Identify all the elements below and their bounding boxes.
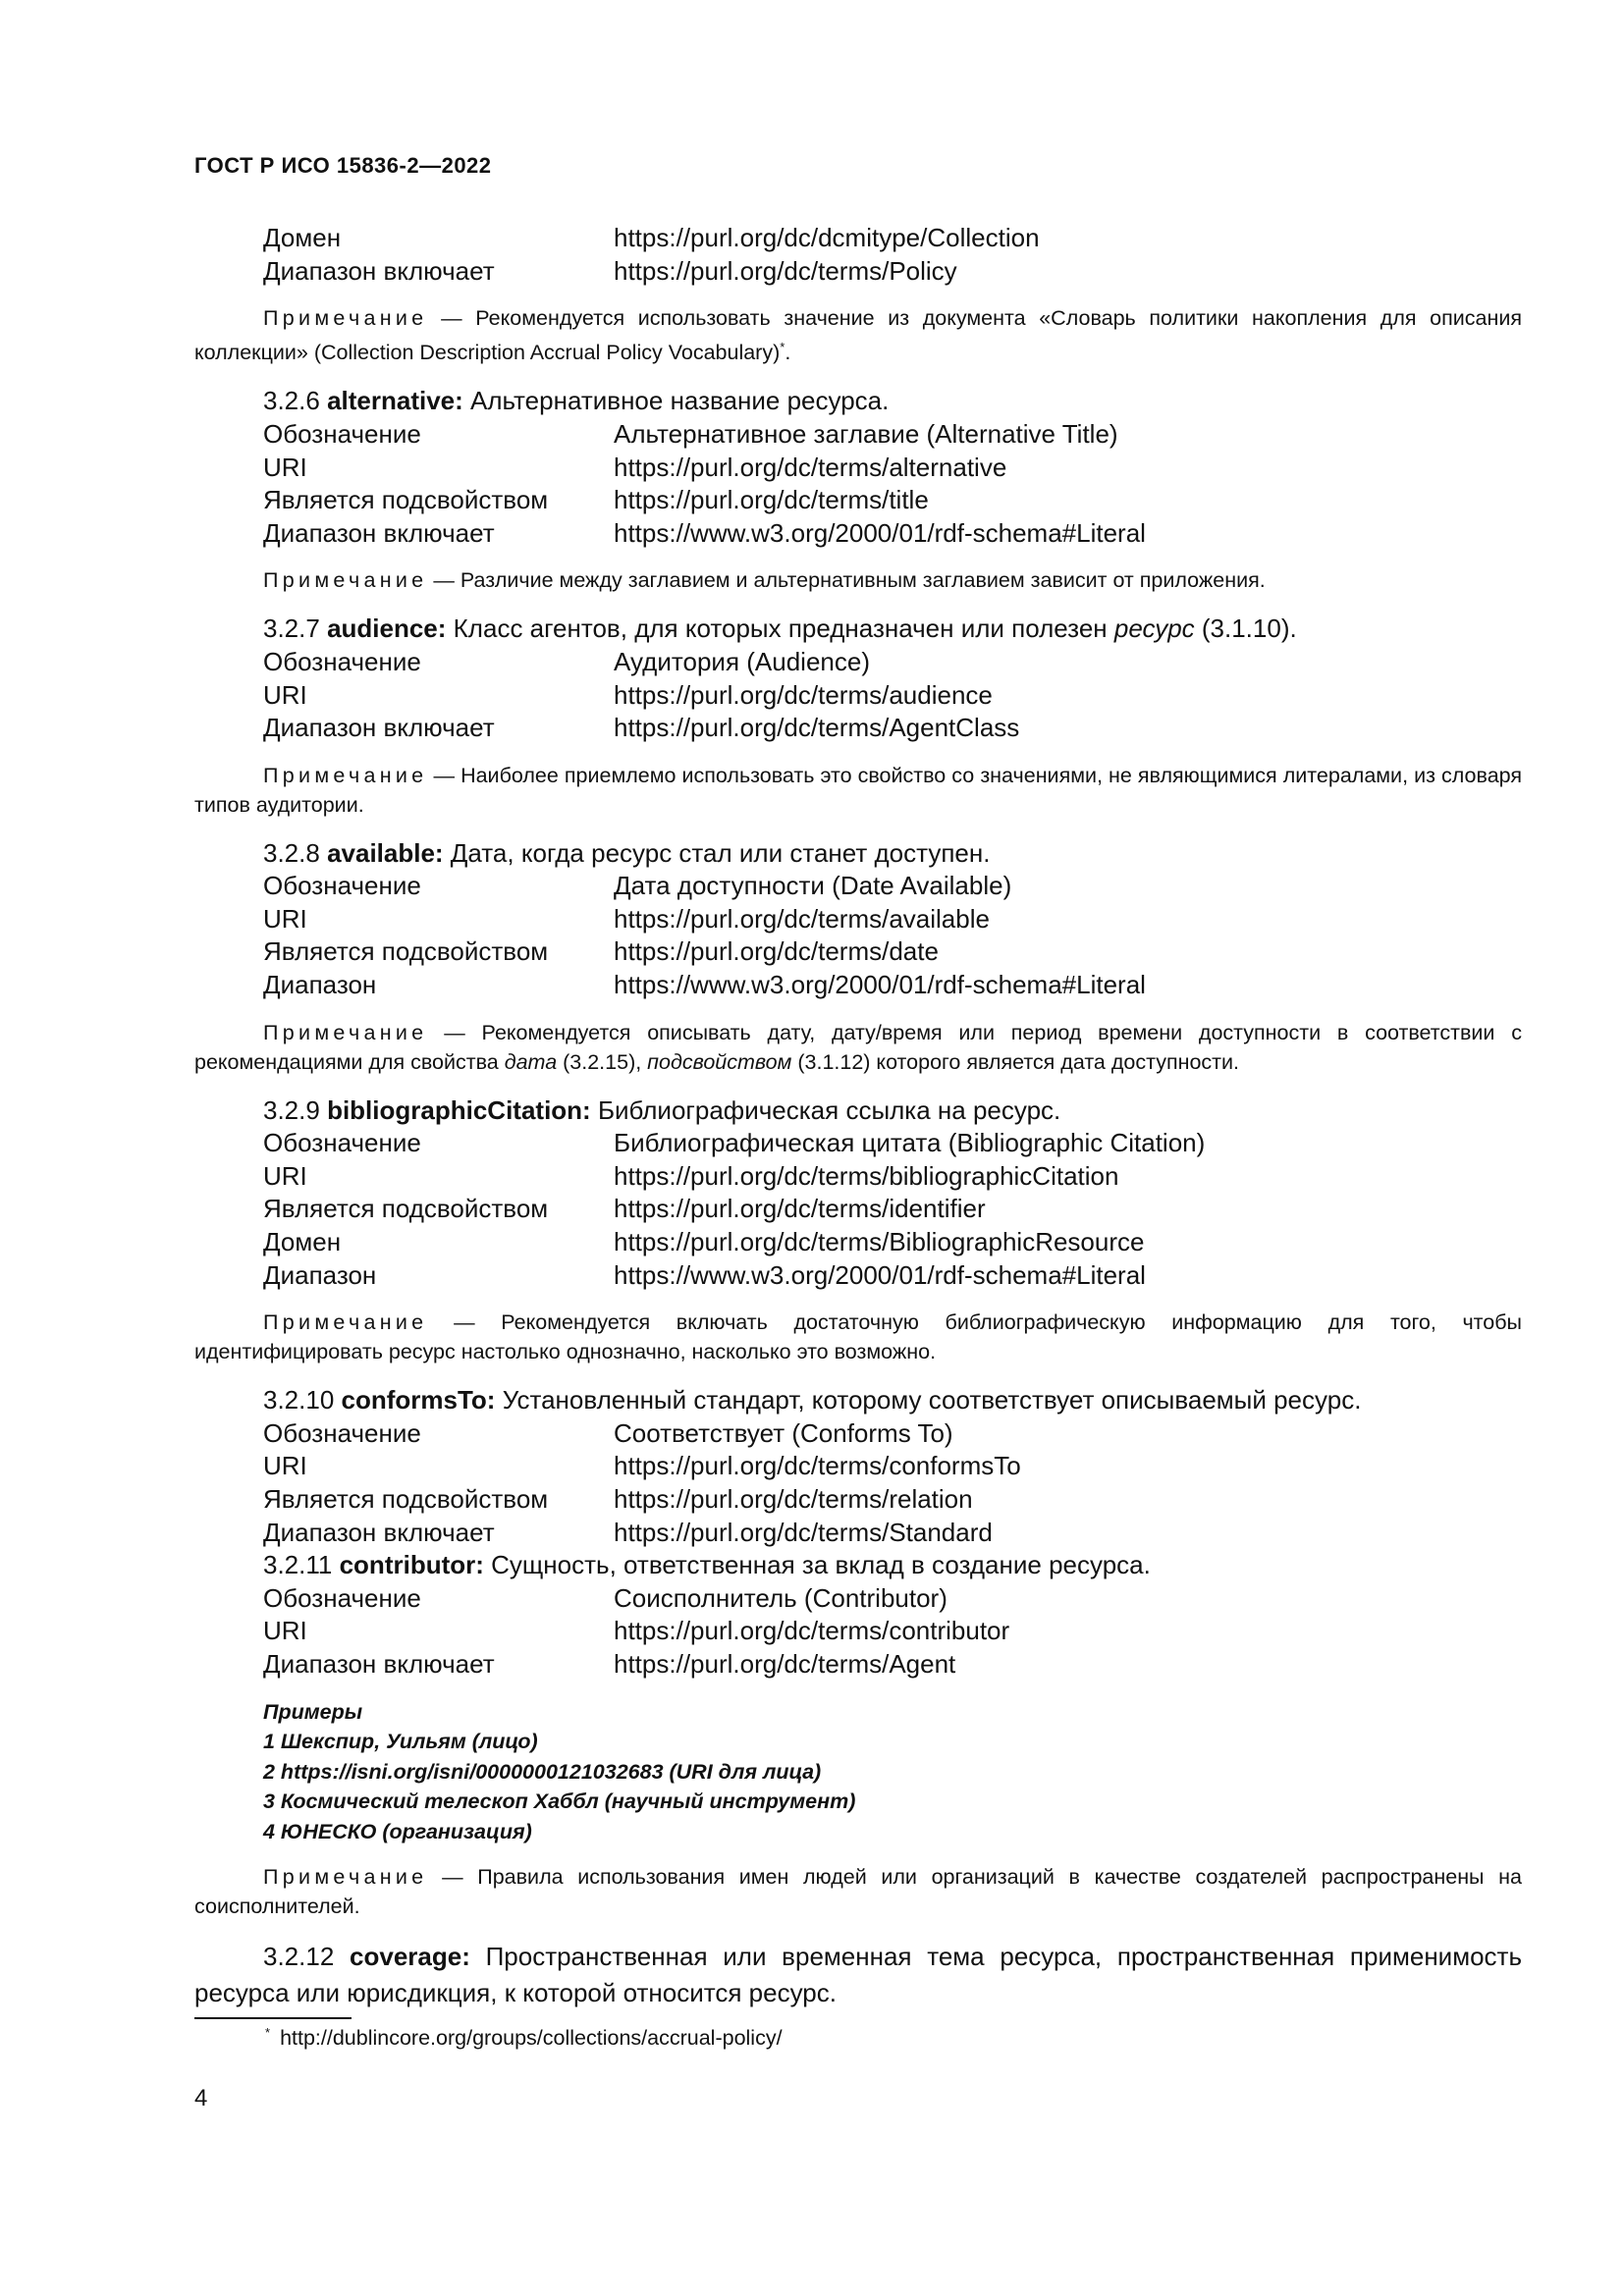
property-row: [263, 255, 1522, 289]
note-accrual-policy: Примечание — Рекомендуется использовать значение из документа «Словарь политики накопления для описания коллекции» (Collection Description Accrual Policy Vocabulary)*.: [194, 306, 1522, 365]
property-value: https://purl.org/dc/dcmitype/Collection: [614, 223, 1040, 252]
page-content: [194, 222, 1522, 2011]
footnote-reference: *: [780, 340, 785, 355]
property-term: audience:: [327, 614, 447, 644]
property-row: Диапазон https://www.w3.org/2000/01/rdf-schema#Literal: [263, 970, 1146, 1000]
note-text: Рекомендуется использовать значение из документа «Словарь политики накопления для описания коллекции» (Collection Description Accrual Policy Vocabulary): [194, 306, 1522, 365]
property-heading-bibliographic-citation: 3.2.9 bibliographicCitation: Библиографическая ссылка на ресурс.: [263, 1095, 1061, 1125]
property-row: Диапазон включает https://purl.org/dc/terms/Agent: [263, 1648, 956, 1679]
property-value: https://purl.org/dc/terms/Policy: [614, 255, 957, 286]
property-table-audience: [263, 646, 1522, 745]
property-row: Диапазон включает https://purl.org/dc/terms/AgentClass: [263, 713, 1020, 743]
property-row: Обозначение Соисполнитель (Contributor): [263, 1582, 947, 1613]
property-row: URI https://purl.org/dc/terms/available: [263, 903, 990, 934]
property-row: Является подсвойством https://purl.org/dc/terms/date: [263, 936, 939, 967]
property-heading-audience: 3.2.7 audience: Класс агентов, для которых предназначен или полезен ресурс (3.1.10).: [263, 614, 1297, 644]
footnote: [265, 2025, 783, 2051]
property-term: alternative:: [327, 386, 463, 416]
property-row: Является подсвойством https://purl.org/dc/terms/relation: [263, 1484, 973, 1514]
example-item: 3 Космический телескоп Хаббл (научный инструмент): [263, 1789, 856, 1814]
property-table-accrual-policy: [263, 222, 1522, 288]
property-row: Диапазон https://www.w3.org/2000/01/rdf-schema#Literal: [263, 1259, 1146, 1290]
examples-title: Примеры: [263, 1699, 363, 1724]
property-key: Домен: [263, 223, 342, 252]
document-code-header: ГОСТ Р ИСО 15836-2—2022: [194, 153, 492, 178]
property-row: [263, 222, 1522, 255]
property-heading-coverage: 3.2.12 coverage: Пространственная или временная тема ресурса, пространственная применимость ресурса или юрисдикция, к которой относится ресурс.: [194, 1942, 1522, 2008]
property-row: Является подсвойством https://purl.org/dc/terms/identifier: [263, 1194, 986, 1224]
note-label: Примечание: [263, 306, 428, 331]
property-table-contributor: [263, 1582, 1522, 1682]
property-table-conforms-to: [263, 1417, 1522, 1549]
property-table-alternative: [263, 418, 1522, 550]
page-number: 4: [194, 2085, 208, 2111]
property-table-bibliographic-citation: [263, 1127, 1522, 1292]
property-term: contributor:: [339, 1550, 484, 1580]
property-heading-available: 3.2.8 available: Дата, когда ресурс стал или станет доступен.: [263, 837, 991, 868]
property-row: Обозначение Библиографическая цитата (Bibliographic Citation): [263, 1128, 1206, 1158]
property-heading-conforms-to: 3.2.10 conformsTo: Установленный стандарт, которому соответствует описываемый ресурс.: [263, 1385, 1362, 1415]
property-term: bibliographicCitation:: [327, 1095, 591, 1125]
property-row: URI https://purl.org/dc/terms/alternative: [263, 452, 1007, 482]
footnote-mark: *: [265, 2025, 271, 2040]
note-available: Примечание — Рекомендуется описывать дату, дату/время или период времени доступности в соответствии с рекомендациями для свойства дата (3.2.15), подсвойством (3.1.12) которого является дата доступности.: [194, 1020, 1522, 1074]
property-row: URI https://purl.org/dc/terms/conformsTo: [263, 1451, 1021, 1481]
property-key: Диапазон включает: [263, 255, 495, 286]
property-term: available:: [327, 837, 444, 868]
footnote-divider: [194, 2017, 352, 2019]
property-heading-contributor: 3.2.11 contributor: Сущность, ответственная за вклад в создание ресурса.: [263, 1550, 1151, 1580]
property-table-available: [263, 870, 1522, 1001]
note-audience: Примечание — Наиболее приемлемо использовать это свойство со значениями, не являющимися литералами, из словаря типов аудитории.: [194, 763, 1523, 817]
property-row: URI https://purl.org/dc/terms/bibliographicCitation: [263, 1160, 1119, 1191]
example-item: 4 ЮНЕСКО (организация): [263, 1819, 532, 1843]
property-row: Обозначение Аудитория (Audience): [263, 646, 870, 676]
examples-block: [263, 1697, 1522, 1847]
property-heading-alternative: 3.2.6 alternative: Альтернативное название ресурса.: [263, 386, 890, 416]
example-item: 1 Шекспир, Уильям (лицо): [263, 1730, 538, 1754]
property-row: Обозначение Соответствует (Conforms To): [263, 1417, 953, 1448]
property-term: coverage:: [350, 1942, 470, 1972]
note-bibliographic-citation: Примечание — Рекомендуется включать достаточную библиографическую информацию для того, чтобы идентифицировать ресурс настолько однозначно, насколько это возможно.: [194, 1310, 1523, 1364]
property-row: URI https://purl.org/dc/terms/contributor: [263, 1616, 1010, 1646]
property-row: Диапазон включает https://www.w3.org/2000/01/rdf-schema#Literal: [263, 517, 1146, 548]
property-term: conformsTo:: [341, 1385, 496, 1415]
property-row: URI https://purl.org/dc/terms/audience: [263, 679, 993, 710]
example-item: 2 https://isni.org/isni/0000000121032683 (URI для лица): [263, 1759, 822, 1784]
property-row: Обозначение Альтернативное заглавие (Alternative Title): [263, 418, 1118, 449]
note-contributor: Примечание — Правила использования имен людей или организаций в качестве создателей распространены на соисполнителей.: [194, 1865, 1522, 1919]
property-row: Обозначение Дата доступности (Date Available): [263, 871, 1012, 901]
note-alternative: Примечание — Различие между заглавием и альтернативным заглавием зависит от приложения.: [263, 568, 1266, 593]
footnote-link[interactable]: http://dublincore.org/groups/collections/accrual-policy/: [280, 2026, 783, 2051]
property-row: Домен https://purl.org/dc/terms/BibliographicResource: [263, 1227, 1145, 1257]
property-row: Является подсвойством https://purl.org/dc/terms/title: [263, 485, 929, 515]
property-row: Диапазон включает https://purl.org/dc/terms/Standard: [263, 1517, 993, 1547]
